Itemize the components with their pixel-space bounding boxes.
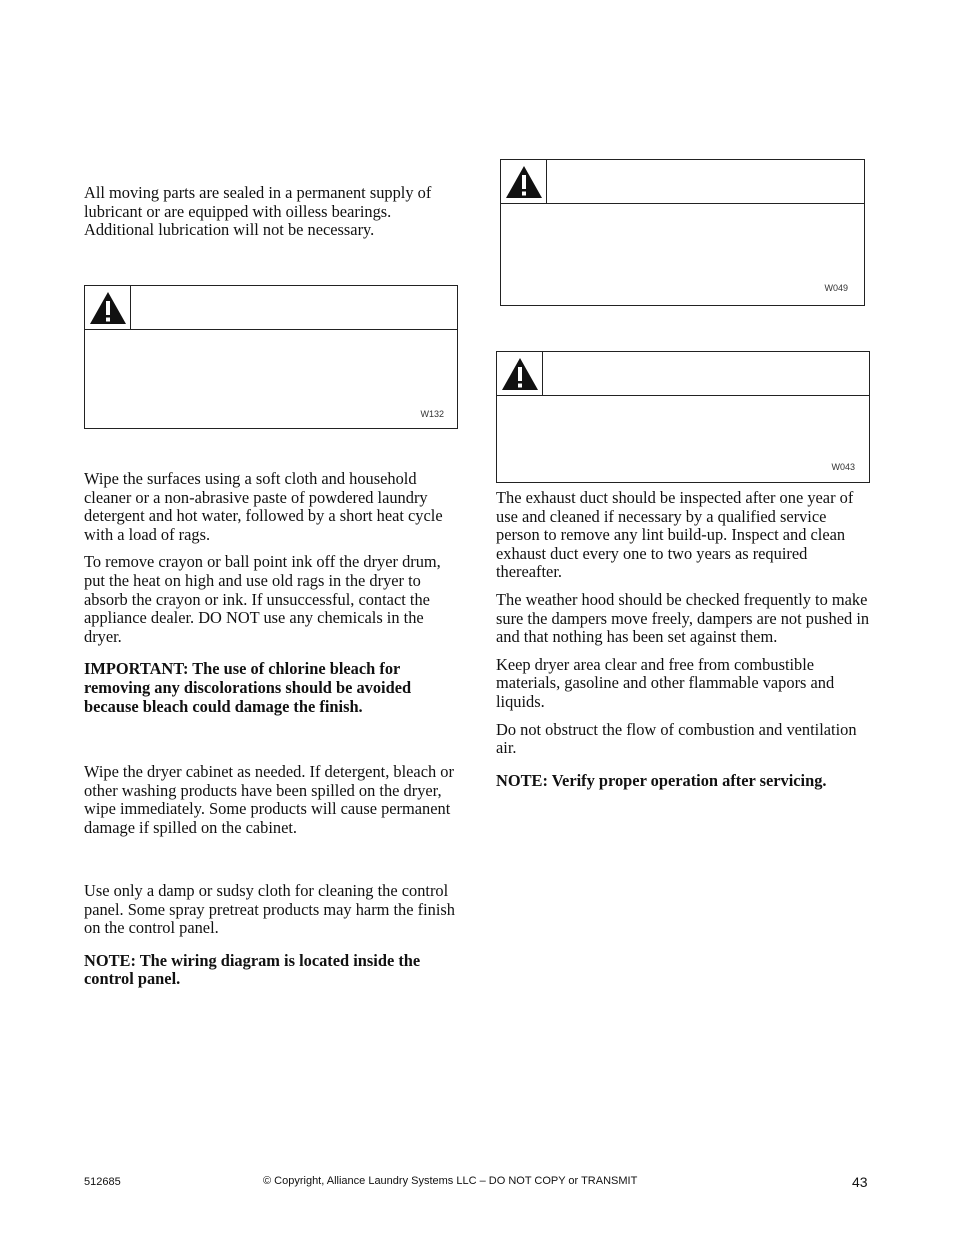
copyright-notice: © Copyright, Alliance Laundry Systems LLC – DO NOT COPY or TRANSMIT [263, 1175, 638, 1187]
weather-hood-paragraph: The weather hood should be checked frequently to make sure the dampers move freely, dampers are not pushed in and that nothing has been set against them. [496, 589, 870, 647]
warning-header [497, 352, 869, 396]
warning-code: W049 [824, 283, 848, 293]
lubrication-text: All moving parts are sealed in a permanent supply of lubricant or are equipped with oilless bearings. Additional lubrication will not be necessary. [84, 183, 432, 240]
lubrication-paragraph [84, 184, 464, 240]
drum-paragraph-2: To remove crayon or ball point ink off the dryer drum, put the heat on high and use old rags in the dryer to absorb the crayon or ink. If unsuccessful, contact the appliance dealer. DO NOT use any chemicals in the dryer. [84, 552, 441, 646]
verify-operation-note: NOTE: Verify proper operation after servicing. [496, 770, 827, 790]
warning-header [85, 286, 457, 330]
cabinet-section [84, 763, 464, 837]
warning-code: W043 [831, 462, 855, 472]
exhaust-paragraph: The exhaust duct should be inspected after one year of use and cleaned if necessary by a qualified service person to remove any lint build-up. Inspect and clean exhaust duct every one to two years as required thereafter. [496, 488, 854, 582]
drum-paragraph-1: Wipe the surfaces using a soft cloth and household cleaner or a non-abrasive paste of powdered laundry detergent and hot water, followed by a short heat cycle with a load of rags. [84, 469, 443, 544]
warning-triangle-icon [89, 291, 127, 325]
warning-icon-cell [497, 352, 543, 395]
warning-header [501, 160, 864, 204]
warning-box-w049 [500, 159, 865, 306]
warning-triangle-icon [505, 165, 543, 199]
control-panel-paragraph: Use only a damp or sudsy cloth for cleaning the control panel. Some spray pretreat products may harm the finish on the control panel. [84, 881, 455, 938]
warning-icon-cell [501, 160, 547, 203]
drum-important-note: IMPORTANT: The use of chlorine bleach for removing any discolorations should be avoided because bleach could damage the finish. [84, 659, 412, 716]
warning-code: W132 [420, 409, 444, 419]
warning-box-w043 [496, 351, 870, 483]
drum-cleaning-section [84, 470, 464, 716]
exhaust-maintenance-section [496, 489, 872, 790]
warning-icon-cell [85, 286, 131, 329]
warning-triangle-icon [501, 357, 539, 391]
page-number: 43 [852, 1174, 868, 1190]
airflow-paragraph: Do not obstruct the flow of combustion and ventilation air. [496, 719, 857, 758]
dryer-area-paragraph: Keep dryer area clear and free from combustible materials, gasoline and other flammable vapors and liquids. [496, 654, 835, 711]
control-panel-section [84, 882, 464, 989]
doc-number: 512685 [84, 1176, 121, 1188]
cabinet-paragraph: Wipe the dryer cabinet as needed. If detergent, bleach or other washing products have been spilled on the dryer, wipe immediately. Some products will cause permanent damage if spilled on the cabinet. [84, 762, 454, 837]
control-panel-note: NOTE: The wiring diagram is located inside the control panel. [84, 950, 421, 989]
warning-box-w132 [84, 285, 458, 429]
